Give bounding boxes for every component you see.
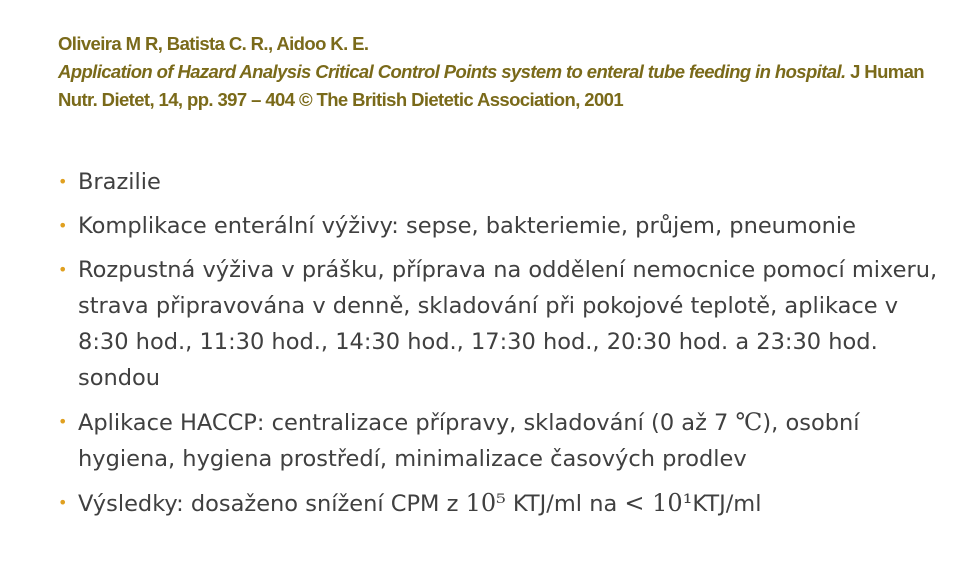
reference-authors: Oliveira M R, Batista C. R., Aidoo K. E.	[58, 33, 369, 54]
bullet-text: Rozpustná výživa v prášku, příprava na oddělení nemocnice pomocí mixeru, strava připravována v denně, skladování při pokojové teplotě, aplikace v 8:30 hod., 11:30 hod., 14:30 hod., 17:30 hod., 20:30 hod. a 23:30 hod. sondou	[78, 257, 938, 391]
bullet-marker-icon: •	[58, 260, 68, 279]
bullet-item-results	[58, 485, 938, 522]
bullet-marker-icon: •	[58, 412, 68, 431]
bullet-item-complications	[58, 208, 938, 244]
bullet-text-after: ), osobní hygiena, hygiena prostředí, minimalizace časových prodlev	[78, 410, 860, 472]
bullet-marker-icon: •	[58, 216, 68, 235]
bullet-text-before: Aplikace HACCP: centralizace přípravy, skladování (0 až 7	[78, 410, 736, 436]
reference-title: Application of Hazard Analysis Critical Control Points system to enteral tube feeding in hospital.	[58, 61, 846, 82]
reference-citation	[58, 30, 938, 114]
results-from-value: 10⁵	[465, 489, 506, 517]
reference-title-and-journal	[58, 58, 938, 114]
results-text-before: Výsledky: dosaženo snížení CPM z	[78, 491, 466, 517]
reference-journal: J Human Nutr. Dietet, 14, pp. 397 – 404 © The British Dietetic Association, 2001	[58, 61, 925, 110]
bullet-item-country	[58, 164, 938, 200]
bullet-marker-icon: •	[58, 172, 68, 191]
bullet-list	[58, 164, 938, 522]
bullet-text: Brazilie	[78, 169, 161, 195]
results-to-value: 10¹	[644, 489, 693, 517]
bullet-marker-icon: •	[58, 493, 68, 512]
bullet-item-haccp	[58, 404, 938, 477]
results-text-middle: KTJ/ml na	[505, 491, 625, 517]
results-text-after: KTJ/ml	[692, 491, 762, 517]
results-less-than: <	[624, 489, 645, 517]
bullet-item-preparation	[58, 252, 938, 396]
celsius-unit: ℃	[735, 408, 763, 436]
bullet-text: Komplikace enterální výživy: sepse, bakteriemie, průjem, pneumonie	[78, 213, 856, 239]
